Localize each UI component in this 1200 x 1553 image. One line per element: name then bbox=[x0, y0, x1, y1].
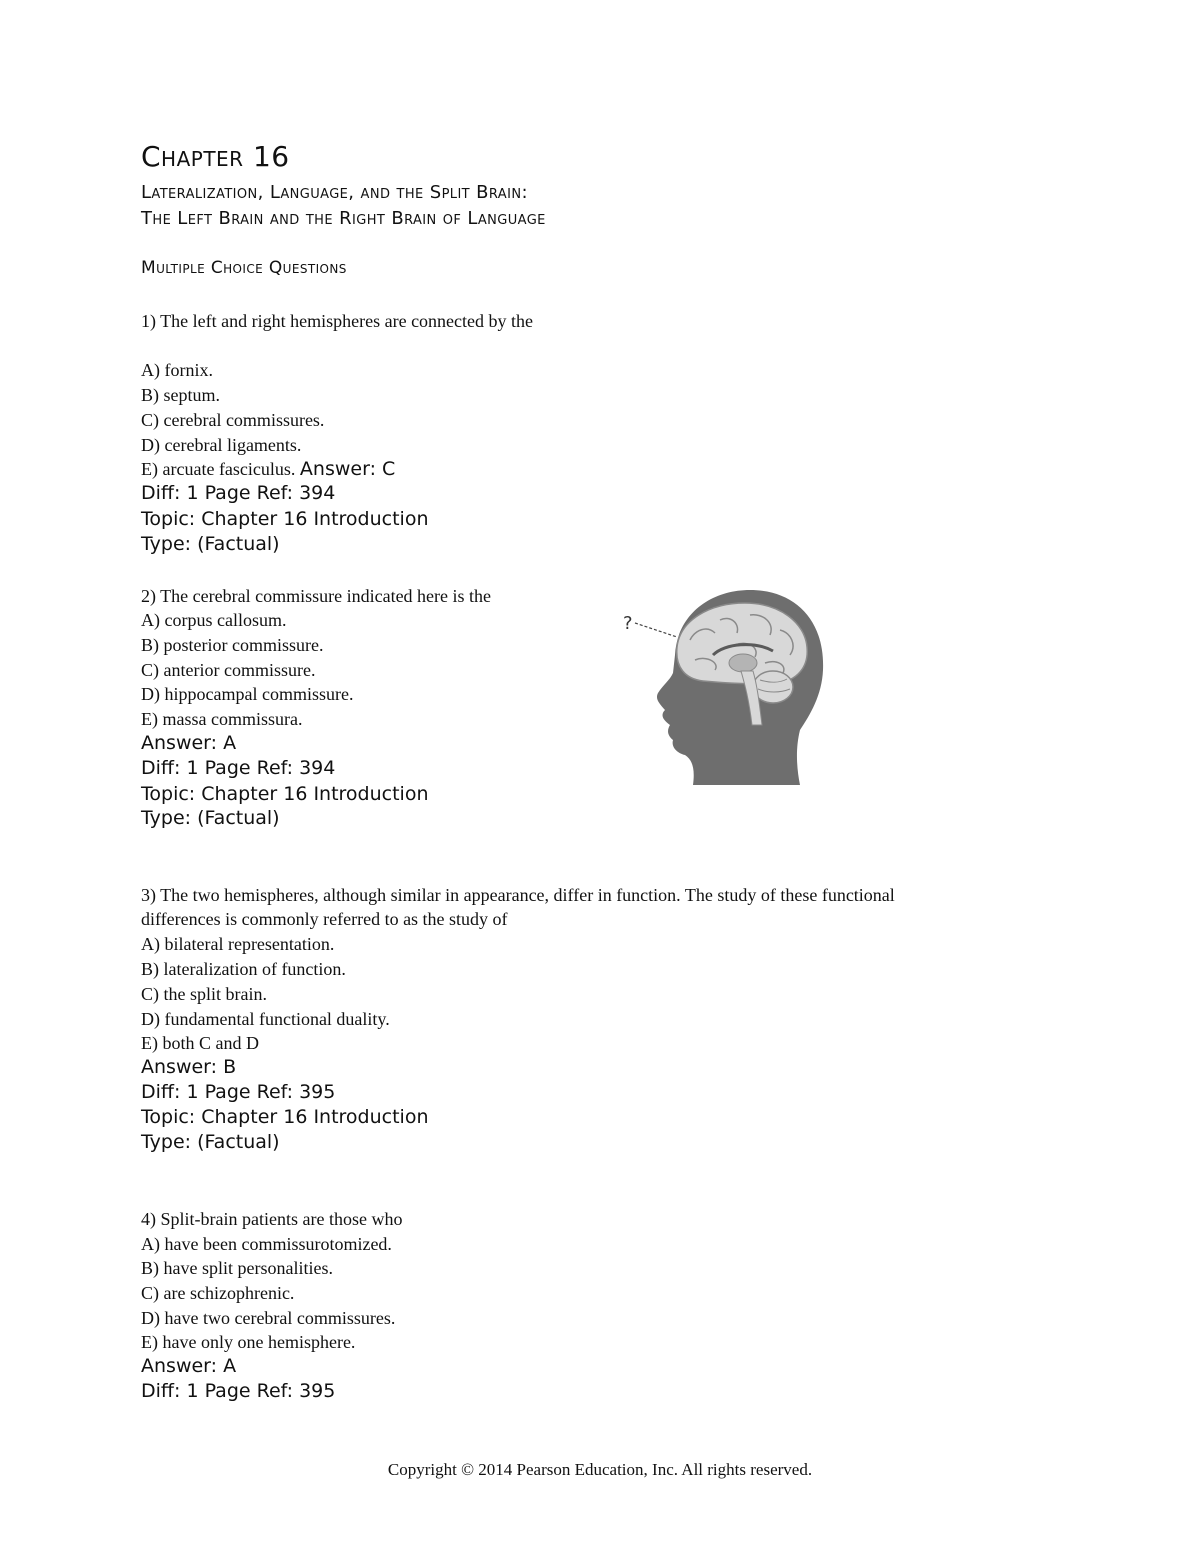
q1-type: Type: (Factual) bbox=[141, 533, 280, 555]
q1-answer: Answer: C bbox=[299, 458, 396, 480]
q2-topic: Topic: Chapter 16 Introduction bbox=[141, 783, 429, 805]
q4-answer: Answer: A bbox=[141, 1355, 237, 1377]
q4-option-a: A) have been commissurotomized. bbox=[141, 1234, 392, 1254]
q1-option-b: B) septum. bbox=[141, 385, 220, 405]
q1-diff: Diff: 1 Page Ref: 394 bbox=[141, 482, 336, 504]
q3-option-a: A) bilateral representation. bbox=[141, 934, 335, 954]
q2-type: Type: (Factual) bbox=[141, 807, 280, 829]
q2-option-a: A) corpus callosum. bbox=[141, 610, 287, 630]
cerebellum bbox=[753, 671, 793, 703]
q3-option-c: C) the split brain. bbox=[141, 984, 267, 1004]
q2-option-b: B) posterior commissure. bbox=[141, 635, 324, 655]
q3-type: Type: (Factual) bbox=[141, 1131, 280, 1153]
q4-option-e: E) have only one hemisphere. bbox=[141, 1332, 356, 1352]
copyright-footer: Copyright © 2014 Pearson Education, Inc. All rights reserved. bbox=[387, 1460, 813, 1479]
chapter-subtitle-line1: Lateralization, Language, and the Split Brain: bbox=[141, 182, 528, 203]
q3-option-d: D) fundamental functional duality. bbox=[141, 1009, 390, 1029]
q3-option-b: B) lateralization of function. bbox=[141, 959, 346, 979]
q2-option-c: C) anterior commissure. bbox=[141, 660, 316, 680]
head-silhouette-illustration bbox=[615, 585, 830, 790]
q2-option-e: E) massa commissura. bbox=[141, 709, 303, 729]
q4-option-b: B) have split personalities. bbox=[141, 1258, 333, 1278]
q1-stem: 1) The left and right hemispheres are connected by the bbox=[141, 311, 534, 331]
q3-diff: Diff: 1 Page Ref: 395 bbox=[141, 1081, 336, 1103]
q1-option-e-line bbox=[141, 457, 395, 481]
q4-option-c: C) are schizophrenic. bbox=[141, 1283, 295, 1303]
section-title: Multiple Choice Questions bbox=[141, 258, 347, 278]
q1-topic: Topic: Chapter 16 Introduction bbox=[141, 508, 429, 530]
q2-stem: 2) The cerebral commissure indicated here is the bbox=[141, 586, 492, 606]
chapter-subtitle-line2: The Left Brain and the Right Brain of Language bbox=[141, 208, 546, 229]
figure-question-label: ? bbox=[623, 613, 633, 634]
q4-option-d: D) have two cerebral commissures. bbox=[141, 1308, 396, 1328]
q3-option-e: E) both C and D bbox=[141, 1033, 259, 1053]
q3-topic: Topic: Chapter 16 Introduction bbox=[141, 1106, 429, 1128]
q4-stem: 4) Split-brain patients are those who bbox=[141, 1209, 403, 1229]
q2-diff: Diff: 1 Page Ref: 394 bbox=[141, 757, 336, 779]
q3-answer: Answer: B bbox=[141, 1056, 237, 1078]
q1-option-e: E) arcuate fasciculus. bbox=[141, 459, 296, 479]
q4-diff: Diff: 1 Page Ref: 395 bbox=[141, 1380, 336, 1402]
brain-head-figure bbox=[615, 585, 830, 790]
q1-option-c: C) cerebral commissures. bbox=[141, 410, 325, 430]
q1-option-d: D) cerebral ligaments. bbox=[141, 435, 302, 455]
q2-answer: Answer: A bbox=[141, 732, 237, 754]
q2-option-d: D) hippocampal commissure. bbox=[141, 684, 354, 704]
q3-stem-line1: 3) The two hemispheres, although similar in appearance, differ in function. The study of these functional bbox=[141, 885, 895, 905]
q1-option-a: A) fornix. bbox=[141, 360, 213, 380]
chapter-title: Chapter 16 bbox=[141, 140, 290, 173]
q3-stem-line2: differences is commonly referred to as the study of bbox=[141, 909, 508, 929]
